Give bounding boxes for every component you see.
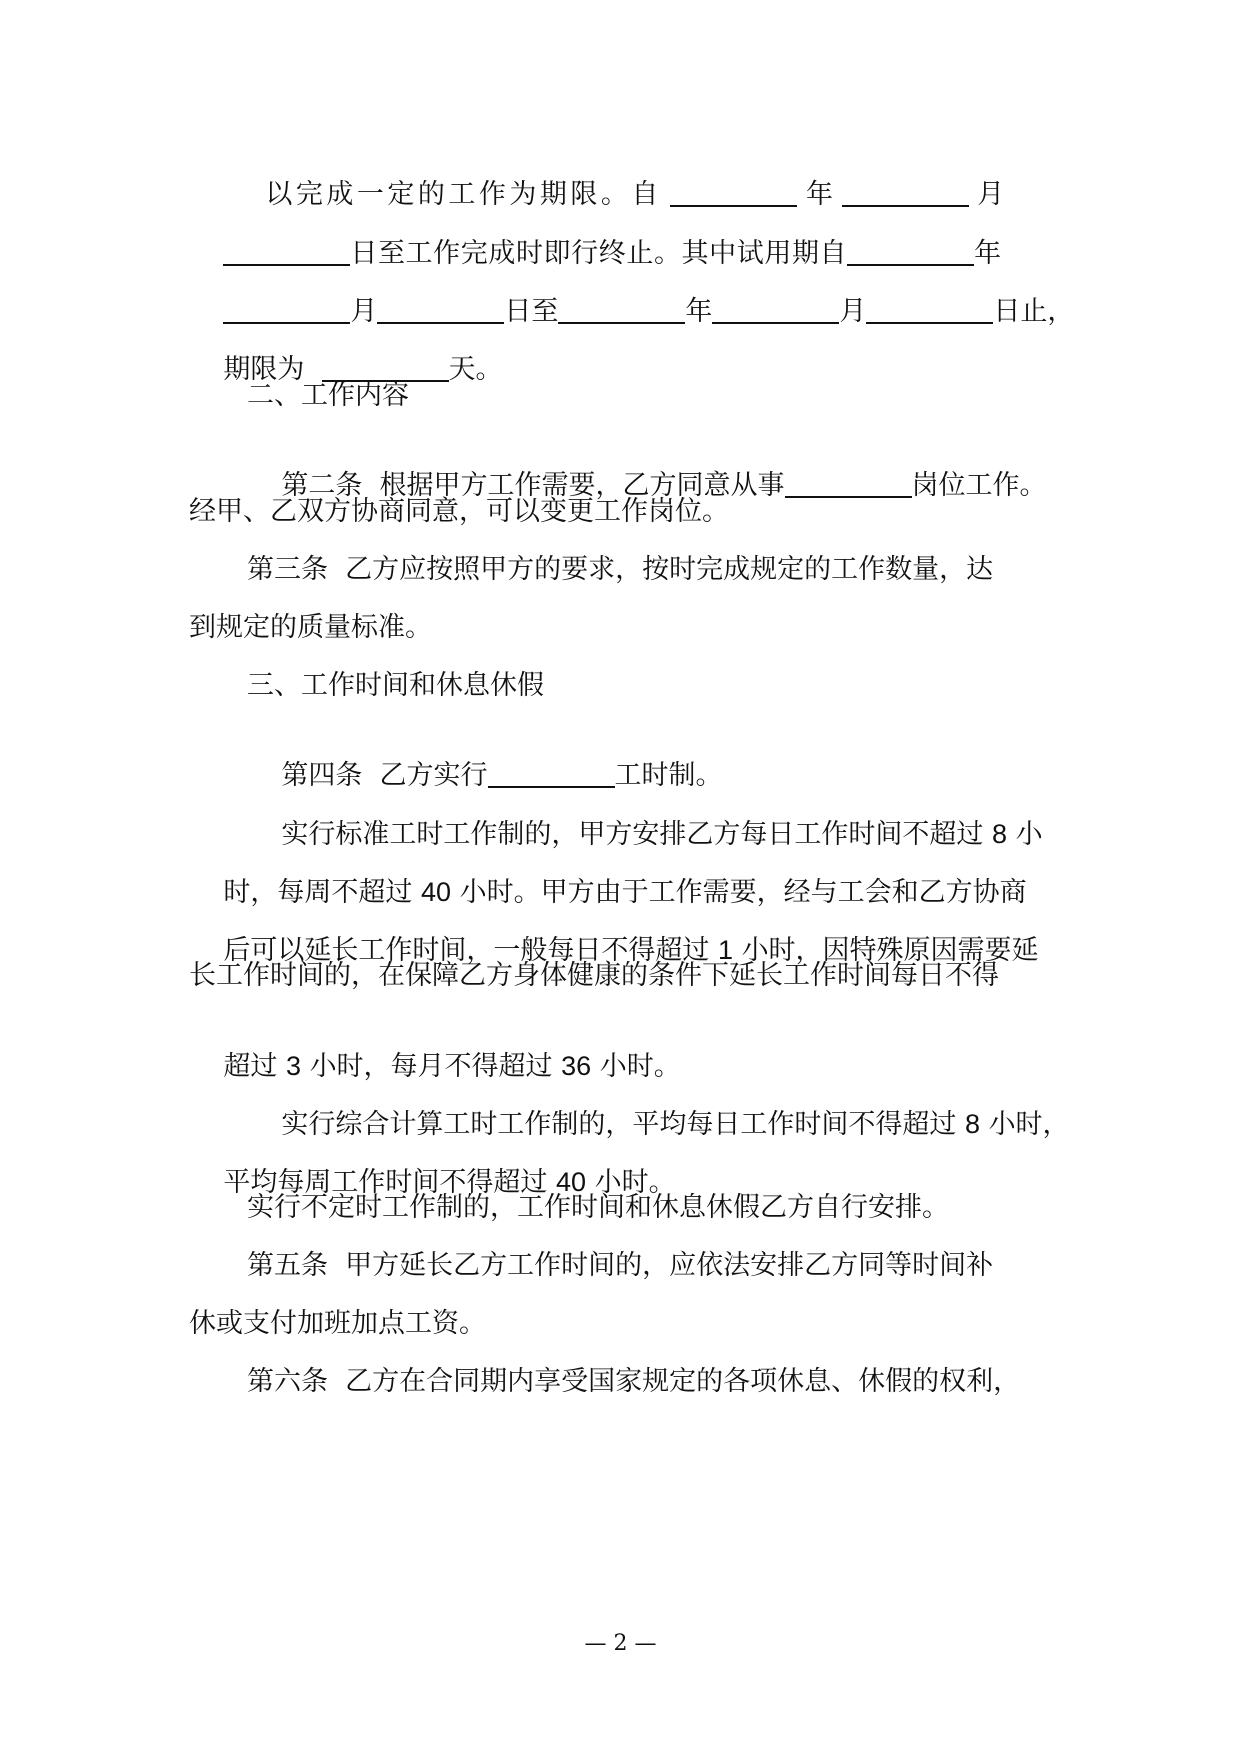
term-line-4: 期限为 天。 bbox=[223, 354, 503, 386]
comprehensive-hours-line-2: 平均每周工作时间不得超过 40 小时。 bbox=[223, 1167, 676, 1199]
article-6-line-1: 第六条 乙方在合同期内享受国家规定的各项休息、休假的权利， bbox=[247, 1366, 1021, 1397]
article-2-line-1: 第二条 根据甲方工作需要，乙方同意从事 岗位工作。 bbox=[281, 470, 1047, 502]
article-5-line-2: 休或支付加班加点工资。 bbox=[189, 1308, 486, 1339]
article-2-line-2: 经甲、乙双方协商同意，可以变更工作岗位。 bbox=[189, 496, 729, 527]
blank-field[interactable] bbox=[377, 296, 504, 324]
article-4-line-1: 第四条 乙方实行 工时制。 bbox=[281, 760, 723, 792]
blank-field[interactable] bbox=[866, 296, 993, 324]
comprehensive-hours-line-1: 实行综合计算工时工作制的，平均每日工作时间不得超过 8 小时， bbox=[281, 1109, 1070, 1141]
blank-field[interactable] bbox=[558, 296, 685, 324]
blank-field[interactable] bbox=[785, 470, 912, 498]
blank-field[interactable] bbox=[847, 238, 974, 266]
term-line-2: 日至工作完成时即行终止。其中试用期自 年 bbox=[189, 206, 1001, 303]
term-line-1: 以完成一定的工作为期限。自 年 月 bbox=[265, 179, 1005, 211]
article-3-line-1: 第三条 乙方应按照甲方的要求，按时完成规定的工作数量，达 bbox=[247, 554, 994, 585]
blank-field[interactable] bbox=[712, 296, 839, 324]
section-heading-work-content: 二、工作内容 bbox=[247, 380, 409, 411]
section-heading-hours: 三、工作时间和休息休假 bbox=[247, 670, 544, 701]
standard-hours-line-3: 后可以延长工作时间，一般每日不得超过 1 小时，因特殊原因需要延 bbox=[223, 935, 1039, 967]
article-3-line-2: 到规定的质量标准。 bbox=[189, 612, 432, 643]
blank-field[interactable] bbox=[842, 179, 969, 207]
standard-hours-line-2: 时，每周不超过 40 小时。甲方由于工作需要，经与工会和乙方协商 bbox=[223, 877, 1027, 909]
standard-hours-line-1: 实行标准工时工作制的，甲方安排乙方每日工作时间不超过 8 小 bbox=[281, 819, 1043, 851]
standard-hours-line-5: 超过 3 小时，每月不得超过 36 小时。 bbox=[223, 1051, 681, 1083]
article-5-line-1: 第五条 甲方延长乙方工作时间的，应依法安排乙方同等时间补 bbox=[247, 1250, 994, 1281]
blank-field[interactable] bbox=[223, 296, 350, 324]
standard-hours-line-4: 长工作时间的，在保障乙方身体健康的条件下延长工作时间每日不得 bbox=[189, 960, 999, 991]
blank-field[interactable] bbox=[223, 238, 350, 266]
term-line-3: 月 日至 年 月 日止， bbox=[189, 264, 1074, 361]
blank-field[interactable] bbox=[322, 354, 449, 382]
blank-field[interactable] bbox=[670, 179, 797, 207]
blank-field[interactable] bbox=[488, 760, 615, 788]
page-number: — 2 — bbox=[584, 1631, 657, 1656]
flexible-hours-line: 实行不定时工作制的，工作时间和休息休假乙方自行安排。 bbox=[247, 1192, 949, 1223]
